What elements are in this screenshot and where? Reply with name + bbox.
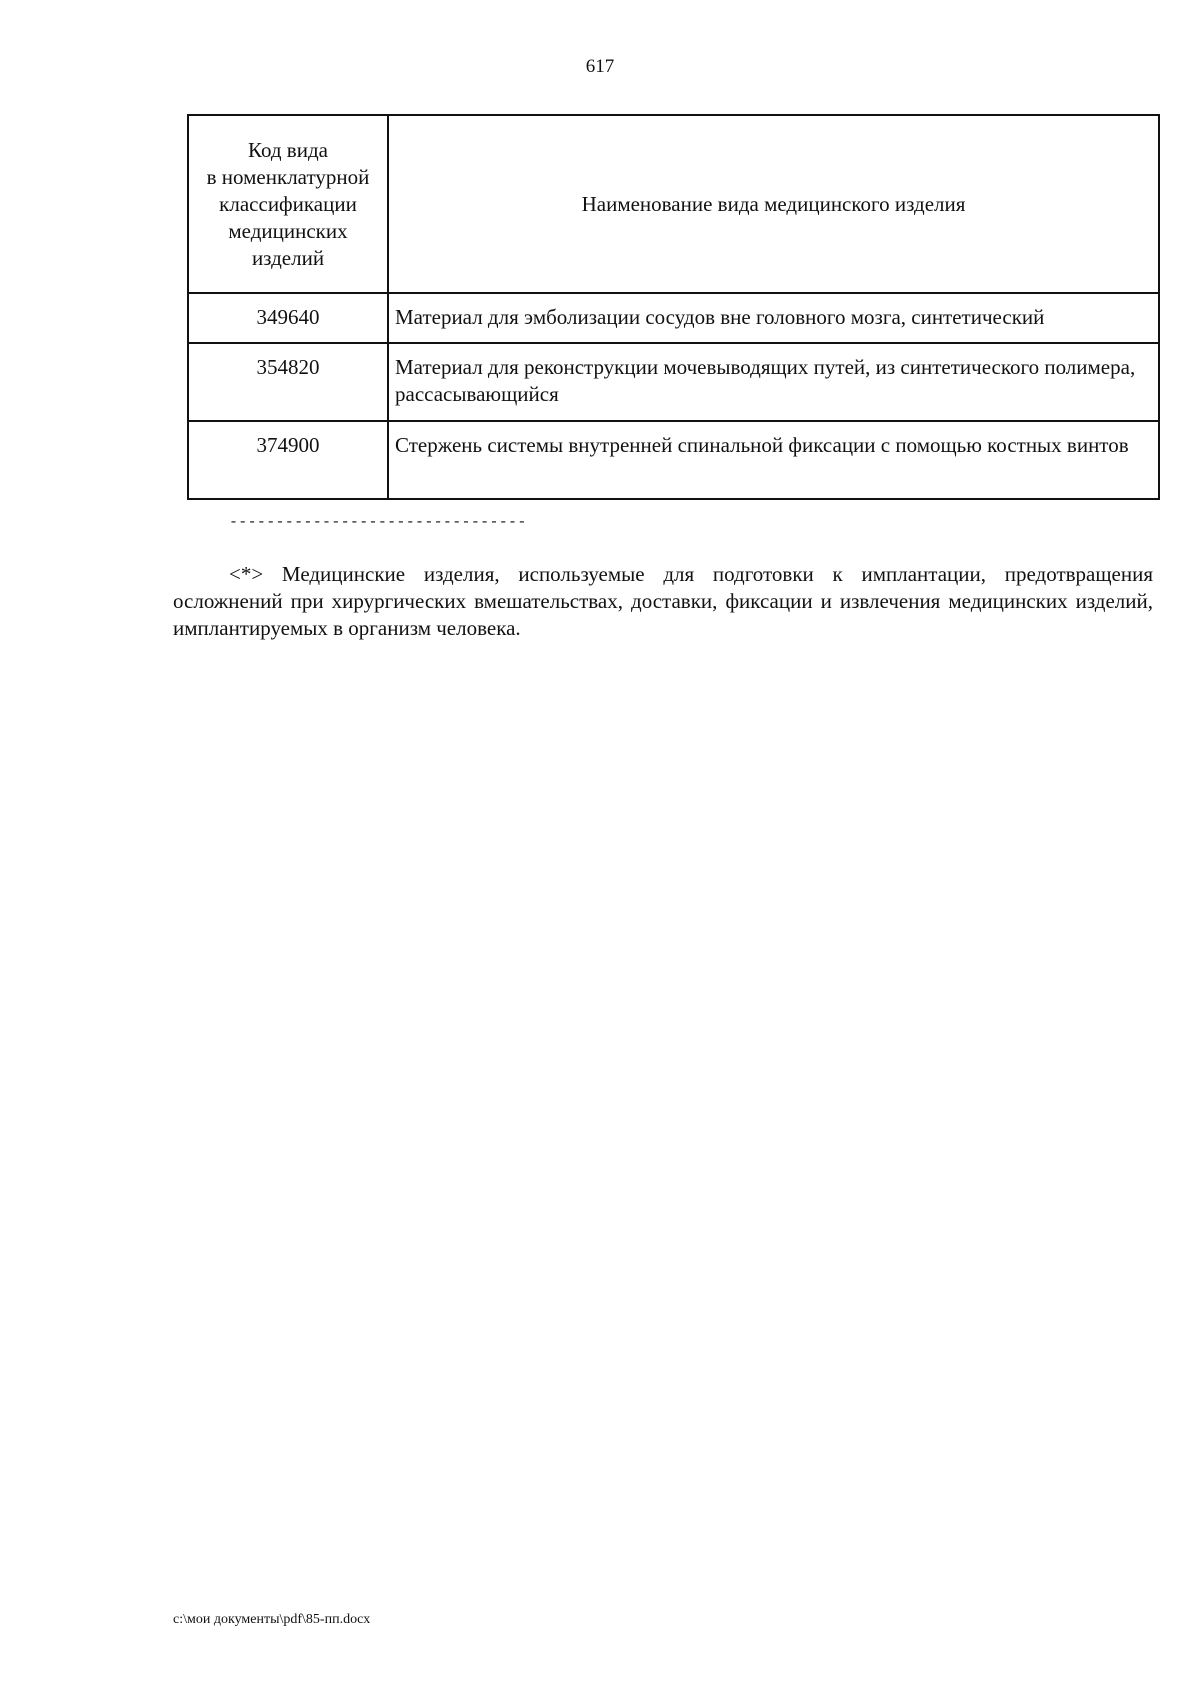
header-code-line: Код вида	[248, 137, 328, 162]
header-code-line: медицинских	[228, 218, 348, 243]
table-row	[188, 293, 1159, 343]
device-name: Материал для реконструкции мочевыводящих путей, из синтетического полимера, рассасывающийся	[388, 343, 1159, 421]
file-path: c:\мои документы\pdf\85-пп.docx	[173, 1612, 371, 1627]
device-table	[187, 114, 1160, 500]
device-code: 354820	[188, 343, 388, 421]
table-row	[188, 421, 1159, 499]
table-header-row	[188, 115, 1159, 293]
device-code: 349640	[188, 293, 388, 343]
header-name: Наименование вида медицинского изделия	[388, 115, 1159, 293]
footnote-text: <*> Медицинские изделия, используемые для подготовки к имплантации, предотвращения осложнений при хирургических вмешательствах, доставки, фиксации и извлечения медицинских изделий, имплантируемых в организм человека.	[173, 562, 1153, 640]
header-code	[188, 115, 388, 293]
header-code-line: изделий	[251, 245, 325, 270]
device-name: Стержень системы внутренней спинальной фиксации с помощью костных винтов	[388, 421, 1159, 499]
device-name: Материал для эмболизации сосудов вне головного мозга, синтетический	[388, 293, 1159, 343]
page-number: 617	[585, 56, 615, 77]
footnote-separator: --------------------------------	[229, 514, 527, 531]
header-code-line: в номенклатурной	[206, 164, 370, 189]
header-code-line: классификации	[219, 191, 357, 216]
table-row	[188, 343, 1159, 421]
device-code: 374900	[188, 421, 388, 499]
